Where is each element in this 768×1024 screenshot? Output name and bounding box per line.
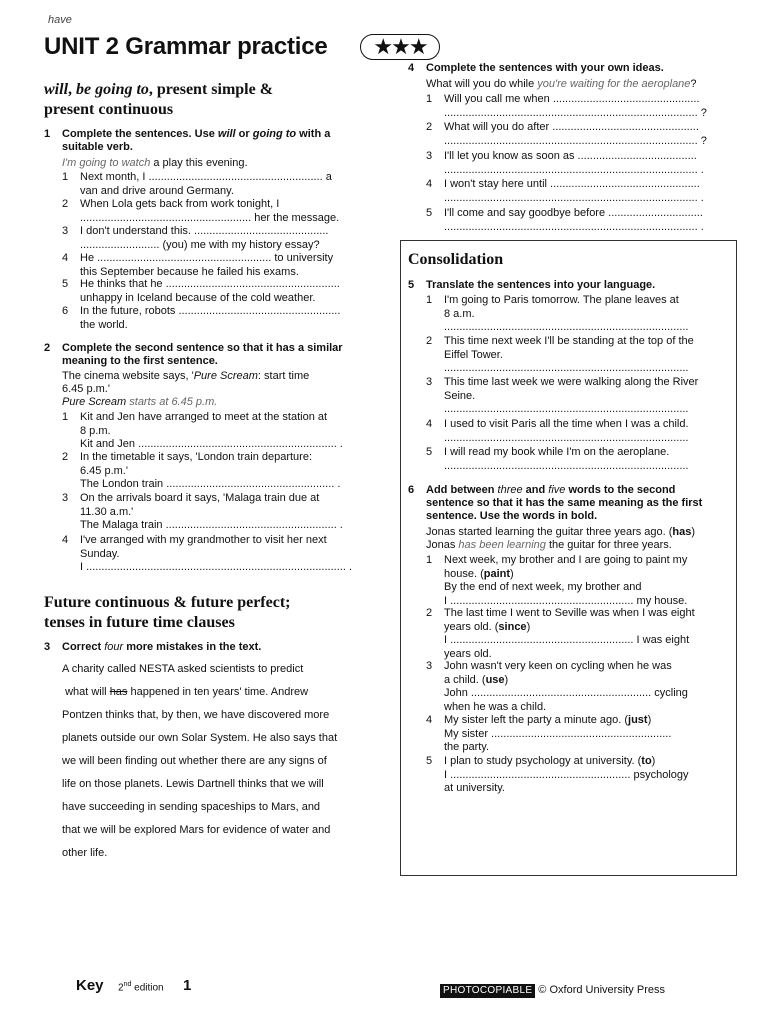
ex4-item: 5 I'll come and say goodbye before ............................... ................................................................................... . xyxy=(426,207,704,233)
ex5-item: 5 I will read my book while I'm on the aeroplane. ................................................................................ xyxy=(426,446,689,472)
ex4-item: 2 What will you do after ................................................ ................................................................................... ? xyxy=(426,121,707,147)
exercise-4-example: What will you do while you're waiting for the aeroplane? xyxy=(426,78,697,90)
ex4-item: 1 Will you call me when ................................................ ................................................................................... ? xyxy=(426,93,707,119)
section-heading-2: Future continuous & future perfect; tenses in future time clauses xyxy=(44,594,291,631)
ex1-item: 5 He thinks that he ......................................................... unhappy in Iceland because of the cold weather. xyxy=(62,278,340,304)
ex2-item: 1 Kit and Jen have arranged to meet at the station at 8 p.m. Kit and Jen ................................................................. . xyxy=(62,411,343,450)
section-heading-1: will, be going to, present simple & present continuous xyxy=(44,81,274,118)
ex4-item: 4 I won't stay here until ................................................. ................................................................................... . xyxy=(426,178,704,204)
exercise-1-instruction: 1 Complete the sentences. Use will or going to with a suitable verb. xyxy=(44,128,331,153)
difficulty-stars: ★★★ xyxy=(360,34,440,60)
consolidation-heading: Consolidation xyxy=(408,251,504,268)
footer-edition: 2nd edition xyxy=(118,981,164,994)
footer-copyright xyxy=(440,980,670,994)
ex5-item: 4 I used to visit Paris all the time when I was a child. ................................................................................ xyxy=(426,418,689,444)
page-title: UNIT 2 Grammar practice xyxy=(44,33,328,60)
ex1-item: 2 When Lola gets back from work tonight, I ........................................................ her the message. xyxy=(62,198,340,224)
ex6-item: 2 The last time I went to Seville was when I was eight years old. (since) I ............................................................ I was eight years old. xyxy=(426,607,695,660)
ex2-item: 2 In the timetable it says, 'London train departure: 6.45 p.m.' The London train ....................................................... . xyxy=(62,451,341,490)
ex6-item: 1 Next week, my brother and I are going to paint my house. (paint) By the end of next week, my brother and I ............................................................ my house. xyxy=(426,554,688,607)
ex6-item: 4 My sister left the party a minute ago. (just) My sister ........................................................... the party. xyxy=(426,714,672,753)
ex5-item: 3 This time last week we were walking along the River Seine. ................................................................................ xyxy=(426,376,699,415)
ex1-item: 6 In the future, robots ..................................................... the world. xyxy=(62,305,341,331)
ex1-item: 4 He ......................................................... to university this September because he failed his exams. xyxy=(62,252,334,278)
exercise-6-instruction: 6 Add between three and five words to the second sentence so that it has the same meaning as the first sentence. Use the words in bold. xyxy=(408,484,703,522)
ex4-item: 3 I'll let you know as soon as ....................................... ................................................................................... . xyxy=(426,150,704,176)
exercise-3-instruction: 3 Correct four more mistakes in the text. xyxy=(44,641,262,653)
ex1-item: 1 Next month, I ......................................................... a van and drive around Germany. xyxy=(62,171,332,197)
ex2-item: 4 I've arranged with my grandmother to visit her next Sunday. I ..................................................................................... . xyxy=(62,534,352,573)
photocopiable-badge: PHOTOCOPIABLE xyxy=(440,984,535,998)
ex1-item: 3 I don't understand this. ............................................ .......................... (you) me with my history essay? xyxy=(62,225,329,251)
exercise-6-example: Jonas started learning the guitar three years ago. (has) Jonas has been learning the guitar for three years. xyxy=(426,526,696,551)
ex5-item: 2 This time next week I'll be standing at the top of the Eiffel Tower. ................................................................................ xyxy=(426,335,694,374)
ex6-item: 5 I plan to study psychology at university. (to) I ........................................................... psychology at university. xyxy=(426,755,689,794)
handwritten-note: have xyxy=(48,14,72,26)
footer-key-label: Key xyxy=(76,977,104,994)
ex6-item: 3 John wasn't very keen on cycling when he was a child. (use) John ........................................................... cycling when he was a child. xyxy=(426,660,688,713)
exercise-2-instruction: 2 Complete the second sentence so that it has a similar meaning to the first sentence. xyxy=(44,342,343,367)
publisher-label: © Oxford University Press xyxy=(538,984,665,996)
ex5-item: 1 I'm going to Paris tomorrow. The plane leaves at 8 a.m. ................................................................................ xyxy=(426,294,689,333)
exercise-4-instruction: 4 Complete the sentences with your own ideas. xyxy=(408,62,664,74)
page-number: 1 xyxy=(183,977,192,994)
exercise-2-example: The cinema website says, 'Pure Scream: start time 6.45 p.m.' Pure Scream starts at 6.45 p.m. xyxy=(62,370,310,408)
exercise-1-example: I'm going to watch a play this evening. xyxy=(62,157,248,169)
exercise-3-text: A charity called NESTA asked scientists to predict what will has happened in ten years' time. Andrew Pontzen thinks that, by then, we have discovered more planets outside our own Solar System. He also says that we will been finding out whether there are any signs of life on those planets. Lewis Dartnell thinks that we will have succeeding in sending spaceships to Mars, and that we will be explored Mars for evidence of water and other life. xyxy=(62,663,338,859)
exercise-5-instruction: 5 Translate the sentences into your language. xyxy=(408,279,656,291)
ex2-item: 3 On the arrivals board it says, 'Malaga train due at 11.30 a.m.' The Malaga train ........................................................ . xyxy=(62,492,343,531)
